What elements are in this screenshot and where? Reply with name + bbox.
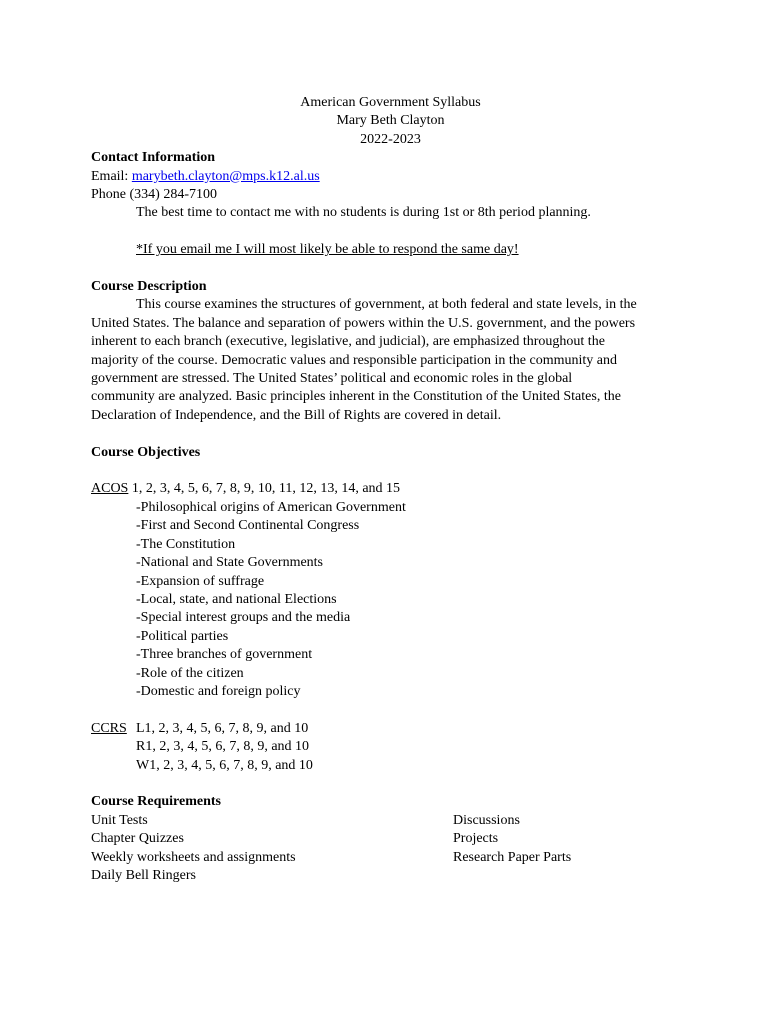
list-item: Weekly worksheets and assignments: [91, 849, 296, 865]
contact-section: [91, 149, 690, 259]
document-header: [0, 94, 770, 149]
list-item: -The Constitution: [136, 536, 236, 552]
list-item: Projects: [453, 831, 499, 847]
objectives-heading: Course Objectives: [91, 444, 201, 460]
list-item: -Special interest groups and the media: [136, 610, 351, 626]
list-item: -Philosophical origins of American Government: [136, 499, 406, 515]
document-year: 2022-2023: [360, 131, 421, 147]
requirements-section: [91, 793, 690, 885]
list-item: -Role of the citizen: [136, 665, 244, 681]
description-line: majority of the course. Democratic values and responsible participation in the community and: [91, 352, 618, 368]
list-item: Daily Bell Ringers: [91, 867, 196, 883]
contact-heading: Contact Information: [91, 150, 216, 166]
list-item: Discussions: [453, 812, 520, 828]
list-item: Chapter Quizzes: [91, 831, 184, 847]
list-item: R1, 2, 3, 4, 5, 6, 7, 8, 9, and 10: [136, 739, 310, 755]
description-line: government are stressed. The United States’ political and economic roles in the global: [91, 371, 573, 387]
list-item: -Domestic and foreign policy: [136, 683, 301, 699]
list-item: Unit Tests: [91, 812, 148, 828]
list-item: W1, 2, 3, 4, 5, 6, 7, 8, 9, and 10: [136, 757, 313, 773]
best-time-line: The best time to contact me with no students is during 1st or 8th period planning.: [136, 205, 591, 221]
email-response-note: *If you email me I will most likely be able to respond the same day!: [136, 242, 519, 258]
ccrs-list: [136, 720, 313, 775]
description-line: United States. The balance and separation of powers within the U.S. government, and the powers: [91, 315, 636, 331]
list-item: -Political parties: [136, 628, 229, 644]
list-item: -National and State Governments: [136, 555, 324, 571]
acos-line: [91, 480, 690, 498]
requirements-list-right: [453, 812, 690, 886]
description-section: [91, 278, 690, 425]
email-label: Email:: [91, 168, 132, 184]
description-line: community are analyzed. Basic principles inherent in the Constitution of the United States, the: [91, 389, 621, 405]
description-line: inherent to each branch (executive, legislative, and judicial), are emphasized throughout the: [91, 334, 605, 350]
description-heading: Course Description: [91, 279, 207, 295]
ccrs-block: [91, 720, 690, 775]
document-title: American Government Syllabus: [300, 95, 481, 110]
email-line: [91, 168, 690, 186]
description-line: Declaration of Independence, and the Bill of Rights are covered in detail.: [91, 407, 502, 423]
list-item: -First and Second Continental Congress: [136, 518, 360, 534]
acos-numbers: 1, 2, 3, 4, 5, 6, 7, 8, 9, 10, 11, 12, 13, 14, and 15: [128, 481, 401, 497]
list-item: -Local, state, and national Elections: [136, 591, 337, 607]
description-line: This course examines the structures of government, at both federal and state levels, in the: [136, 297, 637, 313]
list-item: -Expansion of suffrage: [136, 573, 265, 589]
description-paragraph: [91, 296, 690, 425]
list-item: -Three branches of government: [136, 647, 313, 663]
list-item: L1, 2, 3, 4, 5, 6, 7, 8, 9, and 10: [136, 720, 309, 736]
requirements-list-left: [91, 812, 453, 886]
objectives-section: [91, 444, 690, 775]
email-link[interactable]: marybeth.clayton@mps.k12.al.us: [131, 168, 320, 184]
requirements-heading: Course Requirements: [91, 794, 222, 810]
acos-list: [91, 499, 690, 701]
acos-label: ACOS: [91, 481, 129, 497]
document-author: Mary Beth Clayton: [336, 113, 445, 129]
ccrs-label: CCRS: [91, 720, 127, 736]
phone-line: Phone (334) 284-7100: [91, 187, 217, 203]
list-item: Research Paper Parts: [453, 849, 572, 865]
